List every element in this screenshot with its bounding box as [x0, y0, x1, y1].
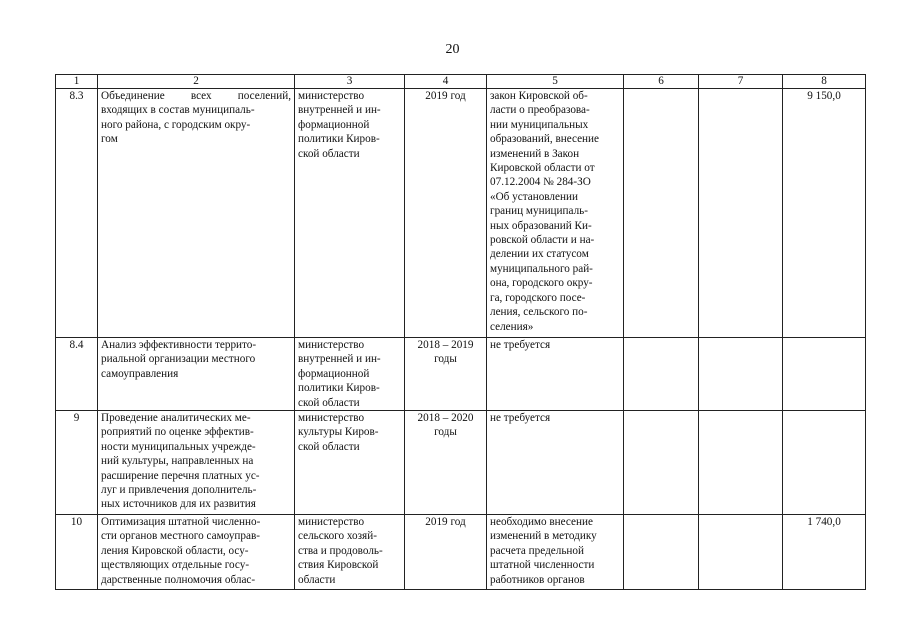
- table-row: [56, 411, 866, 515]
- table-row: [56, 338, 866, 411]
- amount-cell: 9 150,0: [783, 89, 866, 338]
- executor-cell: министерство внутренней и ин- формационной политики Киров- ской области: [295, 338, 405, 411]
- term-cell: 2018 – 2020 годы: [405, 411, 487, 515]
- column-number: 4: [405, 75, 487, 89]
- column-number: 6: [624, 75, 699, 89]
- act-cell: закон Кировской об- ласти о преобразова- нии муниципальных образований, внесение изменений в Закон Кировской области от 07.12.2004 № 284-ЗО «Об установлении границ муниципаль- ных образований Ки- ровской области и на- делении их статусом муниципального рай- она, городского окру- га, городского посе- ления, сельского по- селения»: [487, 89, 624, 338]
- column-6-cell: [624, 411, 699, 515]
- measure-cell: Проведение аналитических ме- роприятий по оценке эффектив- ности муниципальных учрежде- ний культуры, направленных на расширение перечня платных ус- луг и привлечения дополнитель- ных источников для их развития: [98, 411, 295, 515]
- row-number: 8.4: [56, 338, 98, 411]
- column-7-cell: [699, 515, 783, 590]
- column-number: 5: [487, 75, 624, 89]
- column-number: 7: [699, 75, 783, 89]
- act-cell: необходимо внесение изменений в методику расчета предельной штатной численности работников органов: [487, 515, 624, 590]
- column-number: 8: [783, 75, 866, 89]
- row-number: 10: [56, 515, 98, 590]
- term-cell: 2018 – 2019 годы: [405, 338, 487, 411]
- table-row: [56, 89, 866, 338]
- act-cell: не требуется: [487, 411, 624, 515]
- measure-cell: Оптимизация штатной численно- сти органов местного самоуправ- ления Кировской области, осу- ществляющих отдельные госу- дарственные полномочия облас-: [98, 515, 295, 590]
- executor-cell: министерство сельского хозяй- ства и продоволь- ствия Кировской области: [295, 515, 405, 590]
- column-number-row: [56, 75, 866, 89]
- amount-cell: 1 740,0: [783, 515, 866, 590]
- executor-cell: министерство культуры Киров- ской области: [295, 411, 405, 515]
- executor-cell: министерство внутренней и ин- формационной политики Киров- ской области: [295, 89, 405, 338]
- column-7-cell: [699, 411, 783, 515]
- page-number: 20: [445, 42, 460, 57]
- measure-cell: Анализ эффективности террито- риальной организации местного самоуправления: [98, 338, 295, 411]
- act-cell: не требуется: [487, 338, 624, 411]
- amount-cell: [783, 338, 866, 411]
- term-cell: 2019 год: [405, 515, 487, 590]
- column-7-cell: [699, 338, 783, 411]
- column-number: 2: [98, 75, 295, 89]
- column-6-cell: [624, 338, 699, 411]
- row-number: 8.3: [56, 89, 98, 338]
- row-number: 9: [56, 411, 98, 515]
- column-6-cell: [624, 89, 699, 338]
- measures-table: [55, 74, 866, 590]
- amount-cell: [783, 411, 866, 515]
- column-7-cell: [699, 89, 783, 338]
- measure-cell: Объединение всех поселений, входящих в состав муниципаль- ного района, с городским окру- гом: [98, 89, 295, 338]
- table-row: [56, 515, 866, 590]
- column-6-cell: [624, 515, 699, 590]
- term-cell: 2019 год: [405, 89, 487, 338]
- column-number: 3: [295, 75, 405, 89]
- column-number: 1: [56, 75, 98, 89]
